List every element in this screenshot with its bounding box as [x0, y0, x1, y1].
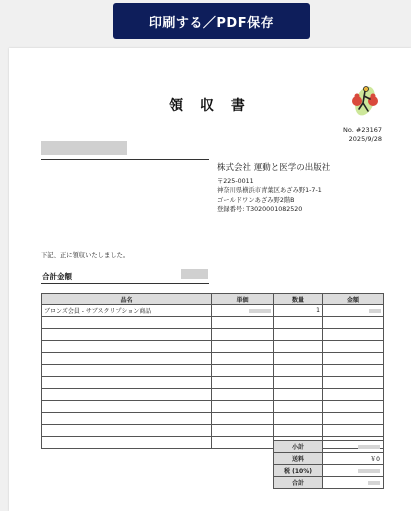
address-city: 神奈川県横浜市青葉区あざみ野1-7-1: [217, 187, 322, 195]
table-row: [42, 305, 384, 317]
company-address: [217, 177, 322, 214]
header-quantity: 数量: [274, 294, 323, 305]
total-amount-redacted: [181, 269, 208, 279]
item-unit-price-redacted: [212, 305, 274, 317]
table-row: [42, 377, 384, 389]
shipping-label: 送料: [274, 453, 323, 465]
header-item-name: 品名: [42, 294, 212, 305]
items-table: [41, 293, 384, 449]
item-name: ブロンズ会員 - サブスクリプション商品: [42, 305, 212, 317]
item-amount-redacted: [323, 305, 384, 317]
receipt-meta: [343, 126, 382, 144]
total-underline: [41, 283, 209, 284]
summary-row-tax: [274, 465, 384, 477]
items-header-row: [42, 294, 384, 305]
receipt-title: 領 収 書: [169, 98, 251, 114]
table-row: [42, 317, 384, 329]
tax-value-redacted: [323, 465, 384, 477]
tax-label: 税 (10%): [274, 465, 323, 477]
receipt-note: 下記、正に領収いたしました。: [41, 252, 130, 259]
item-quantity: 1: [274, 305, 323, 317]
recipient-name-redacted: [41, 141, 127, 155]
print-pdf-button[interactable]: 印刷する／PDF保存: [113, 3, 310, 39]
table-row: [42, 389, 384, 401]
registration-number: 登録番号: T3020001082520: [217, 205, 303, 213]
company-logo: [343, 81, 383, 121]
shipping-value: ￥0: [323, 453, 384, 465]
table-row: [42, 329, 384, 341]
table-row: [42, 401, 384, 413]
table-row: [42, 425, 384, 437]
summary-row-total: [274, 477, 384, 489]
table-row: [42, 365, 384, 377]
company-name: 株式会社 運動と医学の出版社: [217, 163, 331, 173]
receipt-date: 2025/9/28: [348, 135, 382, 143]
receipt-sheet: [9, 48, 411, 511]
table-row: [42, 341, 384, 353]
summary-row-shipping: [274, 453, 384, 465]
table-row: [42, 353, 384, 365]
address-postal: 〒225-0011: [217, 178, 254, 185]
subtotal-value-redacted: [323, 441, 384, 453]
summary-row-subtotal: [274, 441, 384, 453]
grand-total-value-redacted: [323, 477, 384, 489]
header-unit-price: 単価: [212, 294, 274, 305]
subtotal-label: 小計: [274, 441, 323, 453]
recipient-underline: [41, 159, 209, 160]
summary-table: [273, 440, 384, 489]
address-building: ゴールドワンあざみ野2階B: [217, 196, 295, 204]
receipt-number: No. #23167: [343, 126, 382, 134]
header-amount: 金額: [323, 294, 384, 305]
table-row: [42, 413, 384, 425]
grand-total-label: 合計: [274, 477, 323, 489]
total-amount-label: 合計金額: [42, 272, 72, 281]
